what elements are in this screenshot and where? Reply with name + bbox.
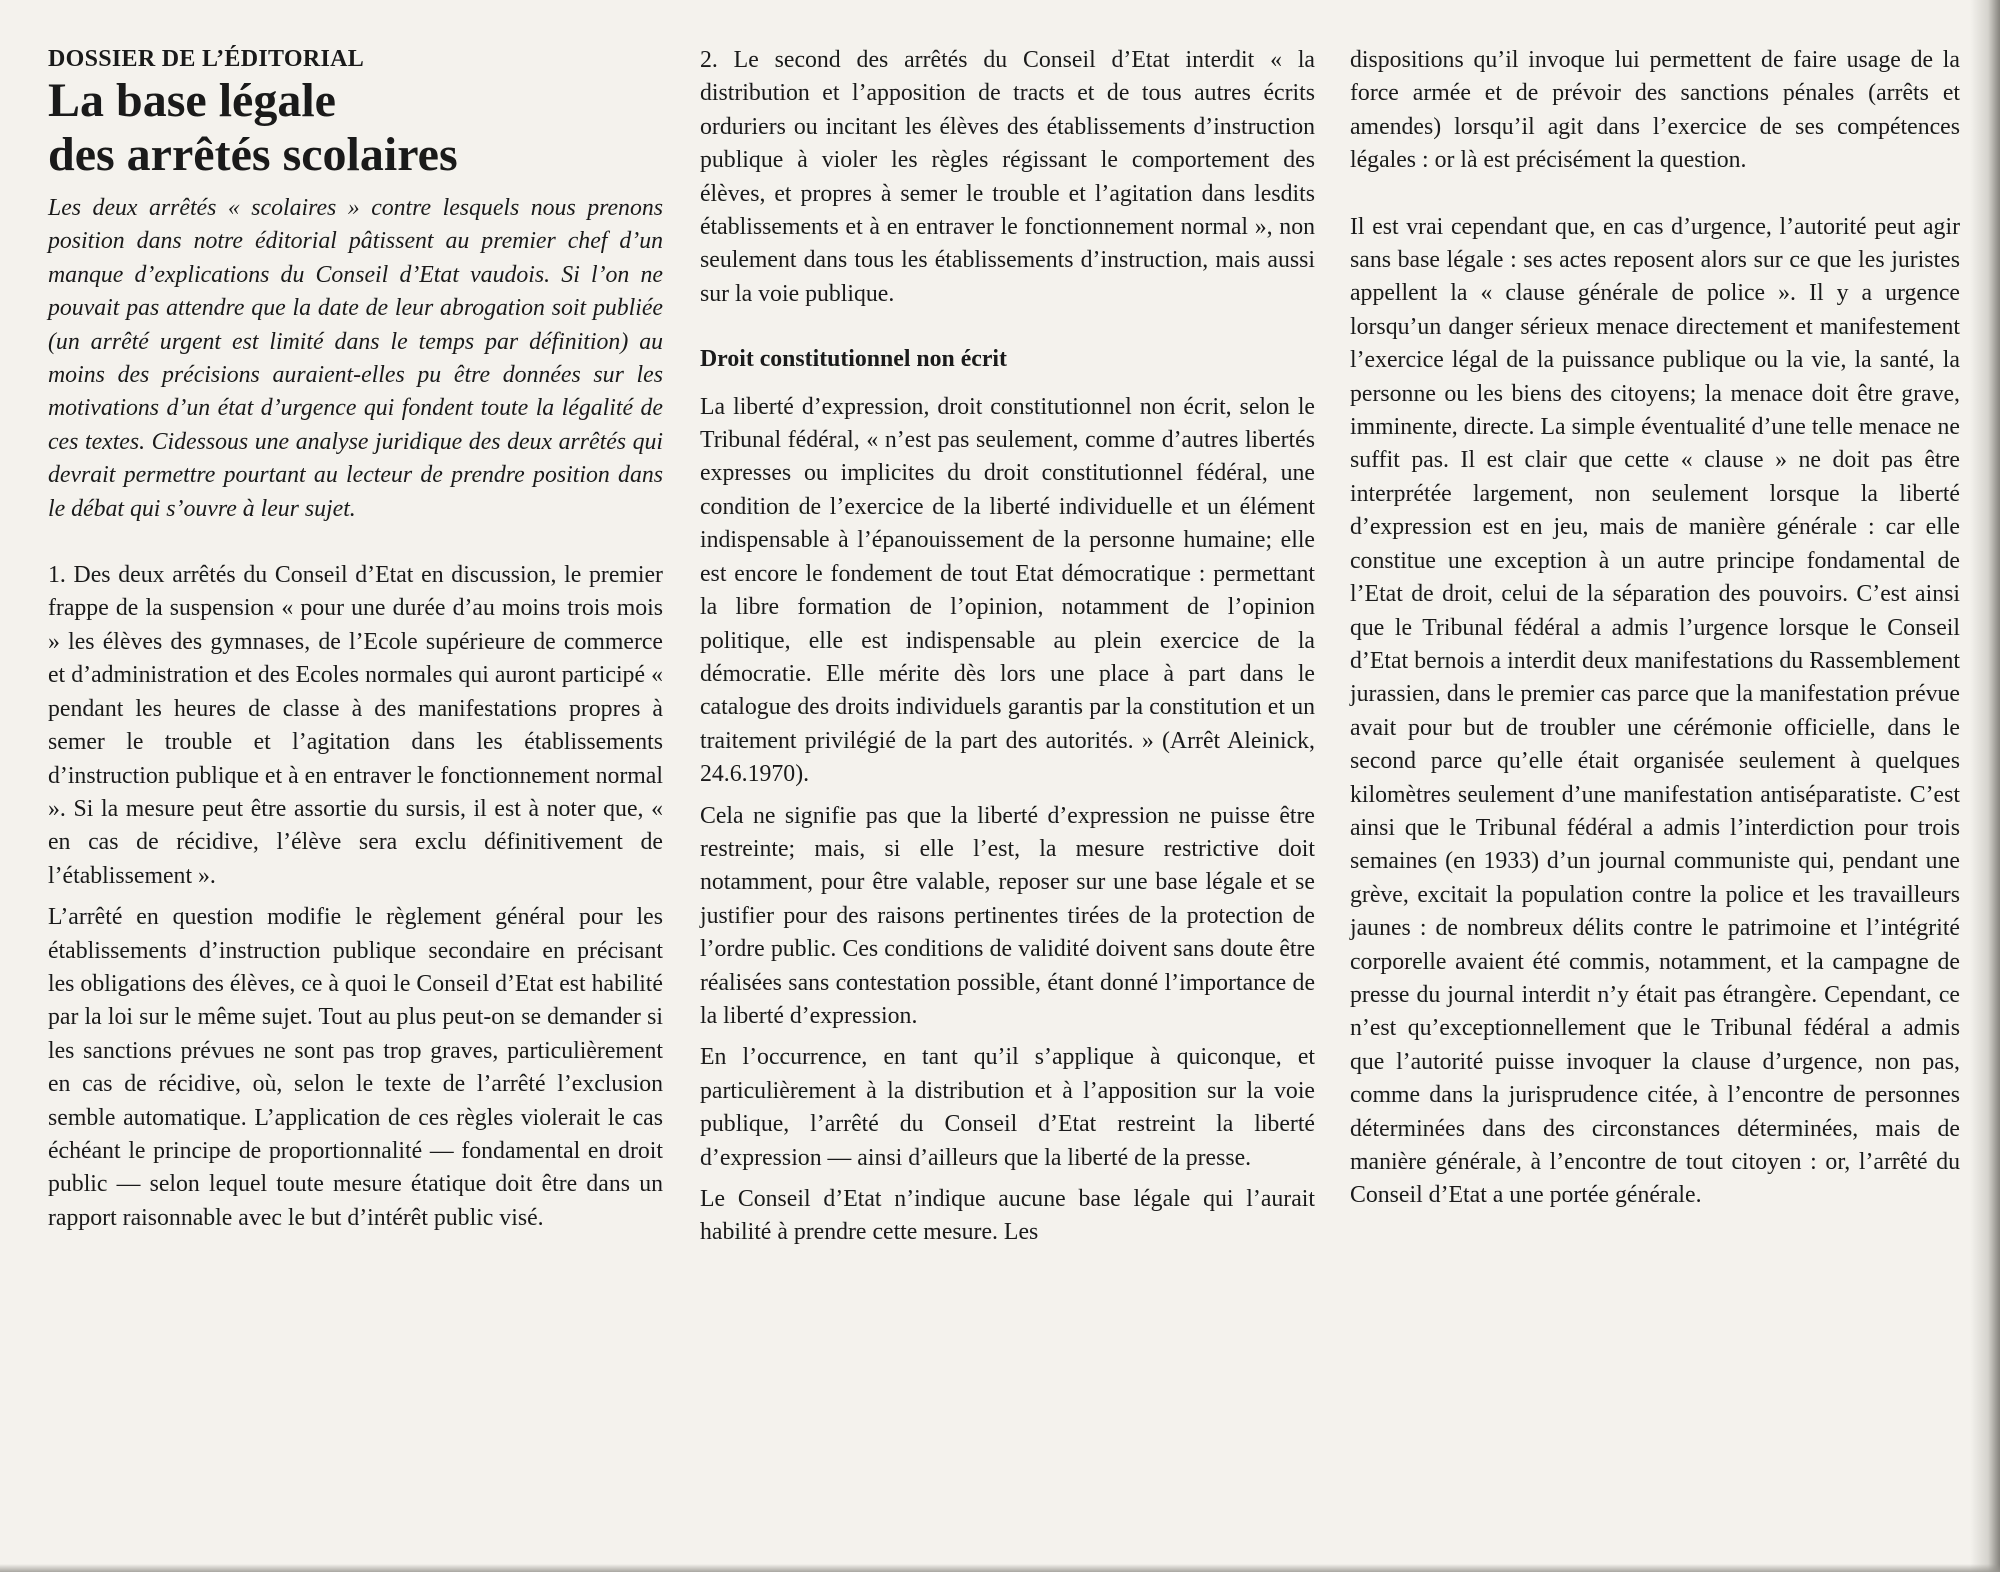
title-line-1: La base légale — [48, 74, 336, 127]
paragraph: Le Conseil d’Etat n’indique aucune base légale qui l’aurait habilité à prendre cette mesure. Les — [700, 1186, 1315, 1246]
section-kicker: DOSSIER DE L’ÉDITORIAL — [48, 46, 365, 72]
paragraph: L’arrêté en question modifie le règlement général pour les établissements d’instruction publique secondaire en précisant les obligations des élèves, ce à quoi le Conseil d’Etat est habilité par la loi sur le même sujet. Tout au plus peut-on se demander si les sanctions prévues ne sont pas trop graves, particulièrement en cas de récidive, où, selon le texte de l’arrêté l’exclusion semble automatique. L’application de ces règles violerait le cas échéant le principe de proportionnalité — fondamental en droit public — selon lequel toute mesure étatique doit être dans un rapport raisonnable avec le but d’intérêt public visé. — [48, 904, 663, 1231]
paragraph: Cela ne signifie pas que la liberté d’expression ne puisse être restreinte; mais, si elle l’est, la mesure restrictive doit notamment, pour être valable, reposer sur une base légale et se justifier pour des raisons pertinentes tirées de la protection de l’ordre public. Ces conditions de validité doivent sans doute être réalisées sans contestation possible, étant donné l’importance de la liberté d’expression. — [700, 802, 1315, 1029]
title-line-2: des arrêtés scolaires — [48, 128, 458, 181]
column-2 — [700, 44, 1315, 1250]
column-1 — [48, 44, 663, 1235]
section-subheading: Droit constitutionnel non écrit — [700, 346, 1007, 373]
paragraph: La liberté d’expression, droit constitutionnel non écrit, selon le Tribunal fédéral, « n’est pas seulement, comme d’autres libertés expresses ou implicites du droit constitutionnel fédéral, une condition de l’exercice de la liberté individuelle et un élément indispensable à l’épanouissement de la personne humaine; elle est encore le fondement de tout Etat démocratique : permettant la libre formation de l’opinion, notamment de l’opinion politique, elle est indispensable au plein exercice de la démocratie. Elle mérite dès lors une place à part dans le catalogue des droits individuels garantis par la constitution et un traitement privilégié de la part des autorités. » (Arrêt Aleinick, 24.6.1970). — [700, 393, 1315, 788]
paragraph: 1. Des deux arrêtés du Conseil d’Etat en discussion, le premier frappe de la suspension « pour une durée d’au moins trois mois » les élèves des gymnases, de l’Ecole supérieure de commerce et d’administration et des Ecoles normales qui auront participé « pendant les heures de classe à des manifestations propres à semer le trouble et l’agitation dans les établissements d’instruction publique et à en entraver le fonctionnement normal ». Si la mesure peut être assortie du sursis, il est à noter que, « en cas de récidive, l’élève sera exclu définitivement de l’établissement ». — [48, 562, 663, 889]
page-edge-shadow — [1970, 0, 2000, 1572]
paragraph: Il est vrai cependant que, en cas d’urgence, l’autorité peut agir sans base légale : ses actes reposent alors sur ce que les juristes appellent la « clause générale de police ». Il y a urgence lorsqu’un danger sérieux menace directement et manifestement l’exercice légal de la puissance publique ou la vie, la santé, la personne ou les biens des citoyens; la menace doit être grave, imminente, directe. La simple éventualité d’une telle menace ne suffit pas. Il est clair que cette « clause » ne doit pas être interprétée largement, non seulement lorsque la liberté d’expression est en jeu, mais de manière générale : car elle constitue une exception à un autre principe fondamental de l’Etat de droit, celui de la séparation des pouvoirs. C’est ainsi que le Tribunal fédéral a admis l’urgence lorsque le Conseil d’Etat bernois a interdit deux manifestations du Rassemblement jurassien, dans le premier cas parce que la manifestation prévue avait pour but de troubler une cérémonie officielle, dans le second parce qu’elle était organisée seulement à quelques kilomètres seulement d’une manifestation antiséparatiste. C’est ainsi que le Tribunal fédéral a admis l’interdiction pour trois semaines (en 1933) d’un journal communiste qui, pendant une grève, excitait la population contre la police et les travailleurs jaunes : de nombreux délits contre le patrimoine et l’intégrité corporelle avaient été commis, notamment, et la campagne de presse du journal interdit n’y était pas étrangère. Cependant, ce n’est qu’exceptionnellement que le Tribunal fédéral a admis que l’autorité puisse invoquer la clause d’urgence, non pas, comme dans la jurisprudence citée, à l’encontre de personnes déterminées dans des circonstances déterminées, mais de manière générale, à l’encontre de tout citoyen : or, l’arrêté du Conseil d’Etat a une portée générale. — [1350, 213, 1960, 1209]
paragraph: dispositions qu’il invoque lui permettent de faire usage de la force armée et de prévoir des sanctions pénales (arrêts et amendes) lorsqu’il agit dans l’exercice de ses compétences légales : or là est précisément la question. — [1350, 47, 1960, 174]
lead-paragraph: Les deux arrêtés « scolaires » contre lesquels nous prenons position dans notre éditorial pâtissent au premier chef d’un manque d’explications du Conseil d’Etat vaudois. Si l’on ne pouvait pas attendre que la date de leur abrogation soit publiée (un arrêté urgent est limité dans le temps par définition) au moins des précisions auraient-elles pu être données sur les motivations d’un état d’urgence qui fondent toute la légalité de ces textes. Cidessous une analyse juridique des deux arrêtés qui devrait permettre pourtant au lecteur de prendre position dans le débat qui s’ouvre à leur sujet. — [48, 195, 663, 522]
paragraph: 2. Le second des arrêtés du Conseil d’Etat interdit « la distribution et l’apposition de tracts et de tous autres écrits orduriers ou incitant les élèves des établissements d’instruction publique à violer les règles régissant le comportement des élèves, et propres à semer le trouble et l’agitation dans lesdits établissements et à en entraver le fonctionnement normal », non seulement dans tous les établissements d’instruction, mais aussi sur la voie publique. — [700, 47, 1315, 307]
page-bottom-shadow — [0, 1564, 2000, 1572]
column-3 — [1350, 44, 1960, 1213]
article-title — [48, 74, 663, 182]
paragraph: En l’occurrence, en tant qu’il s’applique à quiconque, et particulièrement à la distribution et à l’apposition sur la voie publique, l’arrêté du Conseil d’Etat restreint la liberté d’expression — ainsi d’ailleurs que la liberté de la presse. — [700, 1044, 1315, 1171]
